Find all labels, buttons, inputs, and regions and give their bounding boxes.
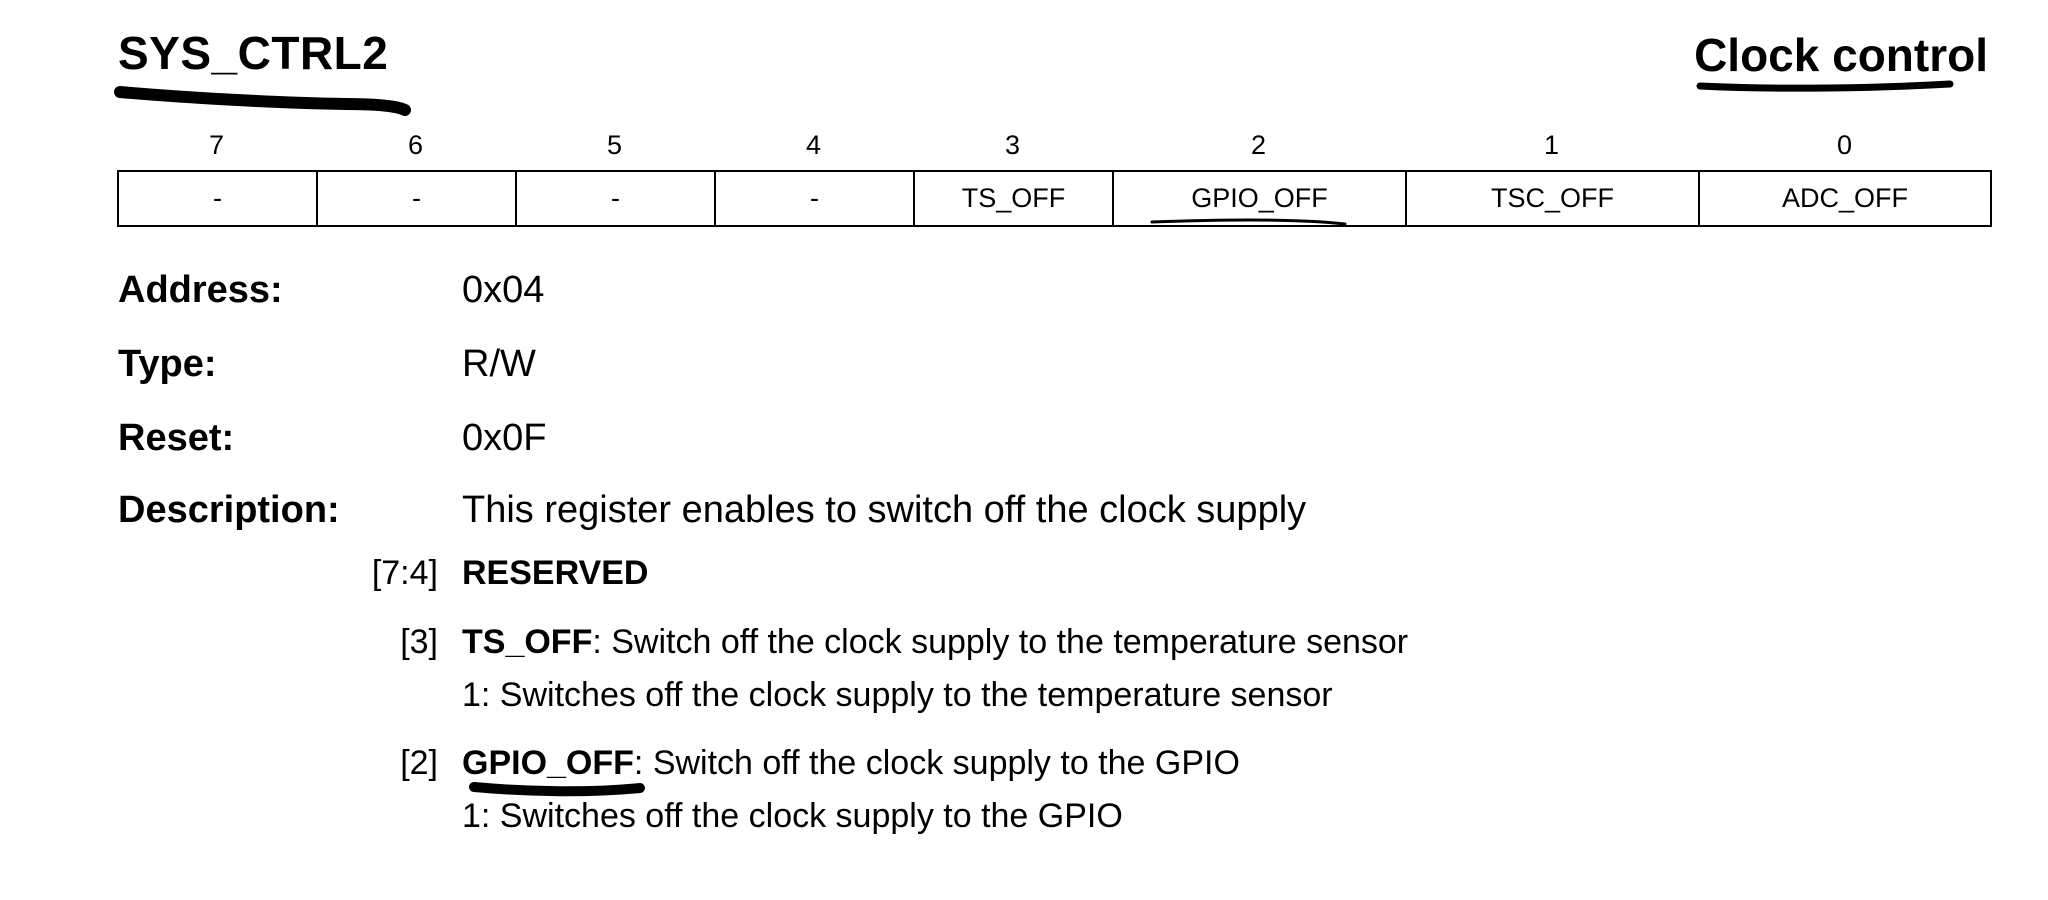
- field-summary: [462, 746, 1240, 780]
- bit-field-cell: -: [716, 172, 915, 225]
- bit-number: 5: [606, 130, 623, 160]
- bit-field-cell: -: [517, 172, 716, 225]
- reset-value: 0x0F: [462, 417, 547, 459]
- underline-register-name: [120, 92, 405, 110]
- field-name: RESERVED: [462, 554, 649, 592]
- underline-gpio-field: [474, 787, 640, 791]
- field-summary-text: : Switch off the clock supply to the temperature sensor: [592, 623, 1409, 661]
- bit-field-cell: -: [119, 172, 318, 225]
- bit-field-cell: ADC_OFF: [1781, 183, 1908, 213]
- field-detail: 1: Switches off the clock supply to the GPIO: [462, 797, 1123, 835]
- description-value: This register enables to switch off the clock supply: [462, 489, 1307, 531]
- bit-number: 1: [1543, 130, 1560, 160]
- bit-number: 2: [1250, 130, 1267, 160]
- address-value: 0x04: [462, 269, 545, 311]
- bit-number: 7: [208, 130, 225, 160]
- bit-number: 3: [1004, 130, 1021, 160]
- type-label: Type:: [118, 343, 217, 385]
- underline-section-title: [1700, 84, 1950, 88]
- bit-range: [7:4]: [371, 554, 438, 592]
- field-name: GPIO_OFF: [462, 744, 634, 782]
- bit-field-cell: -: [318, 172, 517, 225]
- field-name: TS_OFF: [462, 623, 593, 661]
- bit-number: 6: [407, 130, 424, 160]
- bit-field-table: [117, 170, 1992, 227]
- field-detail: 1: Switches off the clock supply to the temperature sensor: [462, 676, 1333, 714]
- type-value: R/W: [462, 343, 536, 385]
- field-summary-text: : Switch off the clock supply to the GPIO: [633, 744, 1240, 782]
- section-title: Clock control: [1694, 29, 1988, 81]
- register-name: SYS_CTRL2: [118, 27, 389, 79]
- bit-range: [2]: [400, 744, 438, 782]
- bit-range: [3]: [400, 623, 438, 661]
- reset-label: Reset:: [118, 417, 235, 459]
- bit-number-header: [117, 128, 1993, 162]
- description-label: Description:: [118, 489, 340, 531]
- bit-field-cell: TS_OFF: [915, 172, 1114, 225]
- field-summary: [462, 625, 1408, 659]
- address-label: Address:: [118, 269, 283, 311]
- field-summary: [462, 556, 648, 590]
- bit-number: 0: [1836, 130, 1853, 160]
- bit-number: 4: [805, 130, 822, 160]
- bit-field-cell: TSC_OFF: [1407, 172, 1700, 225]
- bit-field-cell: GPIO_OFF: [1114, 172, 1407, 225]
